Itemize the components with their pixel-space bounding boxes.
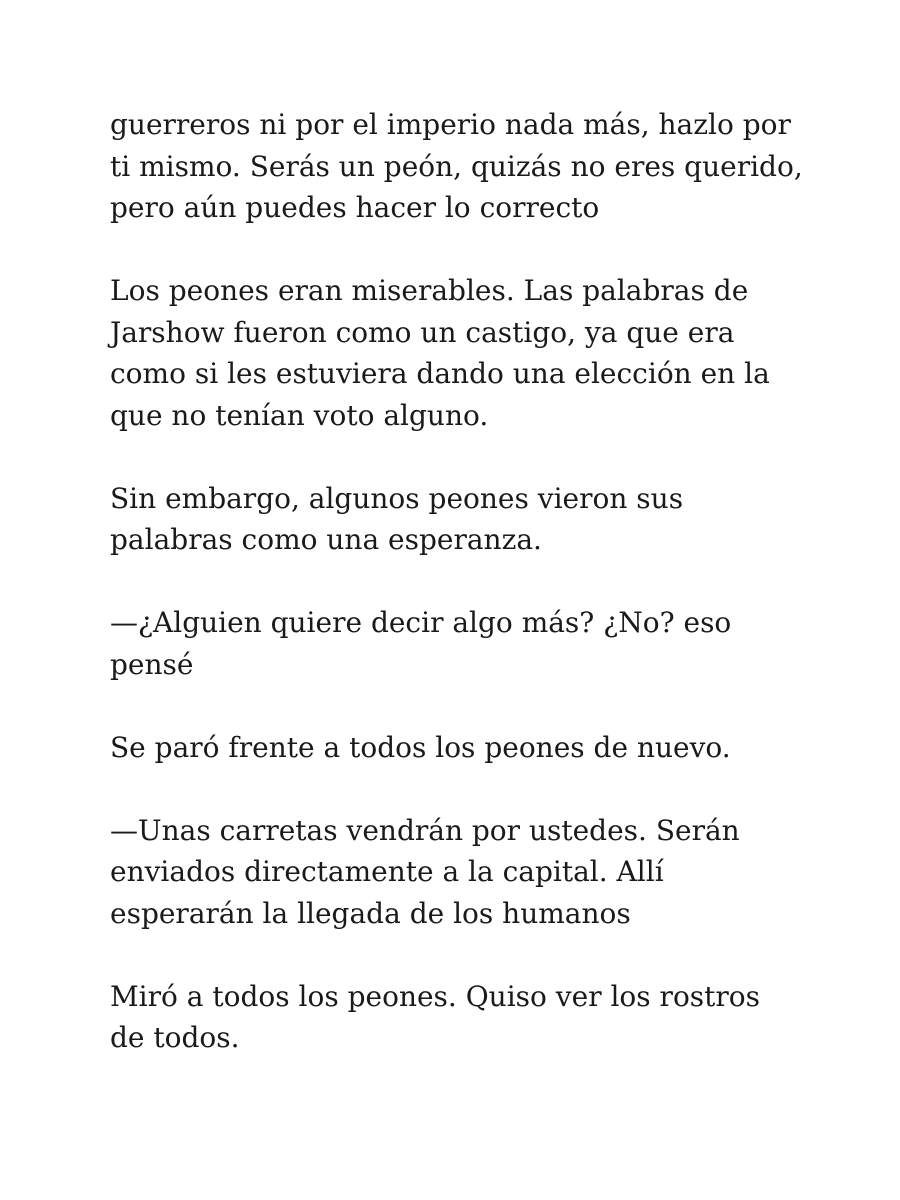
paragraph-1 bbox=[110, 104, 810, 229]
text-line: que no tenían voto alguno. bbox=[110, 398, 489, 432]
text-line: como si les estuviera dando una elección en la bbox=[110, 357, 770, 390]
text-line: pero aún puedes hacer lo correcto bbox=[110, 191, 600, 224]
text-line: —¿Alguien quiere decir algo más? ¿No? eso bbox=[110, 606, 732, 639]
text-line: pensé bbox=[110, 647, 194, 681]
text-line: Se paró frente a todos los peones de nuevo. bbox=[110, 730, 731, 764]
text-line: Sin embargo, algunos peones vieron sus bbox=[110, 481, 684, 515]
text-line: palabras como una esperanza. bbox=[110, 523, 542, 556]
text-line: ti mismo. Serás un peón, quizás no eres querido, bbox=[110, 149, 803, 183]
text-line: Los peones eran miserables. Las palabras de bbox=[110, 274, 749, 307]
paragraph-4 bbox=[110, 602, 810, 685]
paragraph-2 bbox=[110, 270, 810, 436]
paragraph-3 bbox=[110, 478, 810, 561]
text-line: guerreros ni por el imperio nada más, hazlo por bbox=[110, 108, 791, 141]
paragraph-7 bbox=[110, 976, 810, 1059]
text-line: de todos. bbox=[110, 1021, 240, 1054]
text-line: Miró a todos los peones. Quiso ver los rostros bbox=[110, 979, 761, 1013]
text-line: Jarshow fueron como un castigo, ya que era bbox=[110, 315, 735, 349]
text-line: —Unas carretas vendrán por ustedes. Serán bbox=[110, 813, 740, 847]
text-line: enviados directamente a la capital. Allí bbox=[110, 855, 664, 888]
body-text bbox=[110, 104, 810, 1100]
paragraph-6 bbox=[110, 810, 810, 935]
paragraph-5 bbox=[110, 727, 810, 769]
text-line: esperarán la llegada de los humanos bbox=[110, 896, 631, 930]
